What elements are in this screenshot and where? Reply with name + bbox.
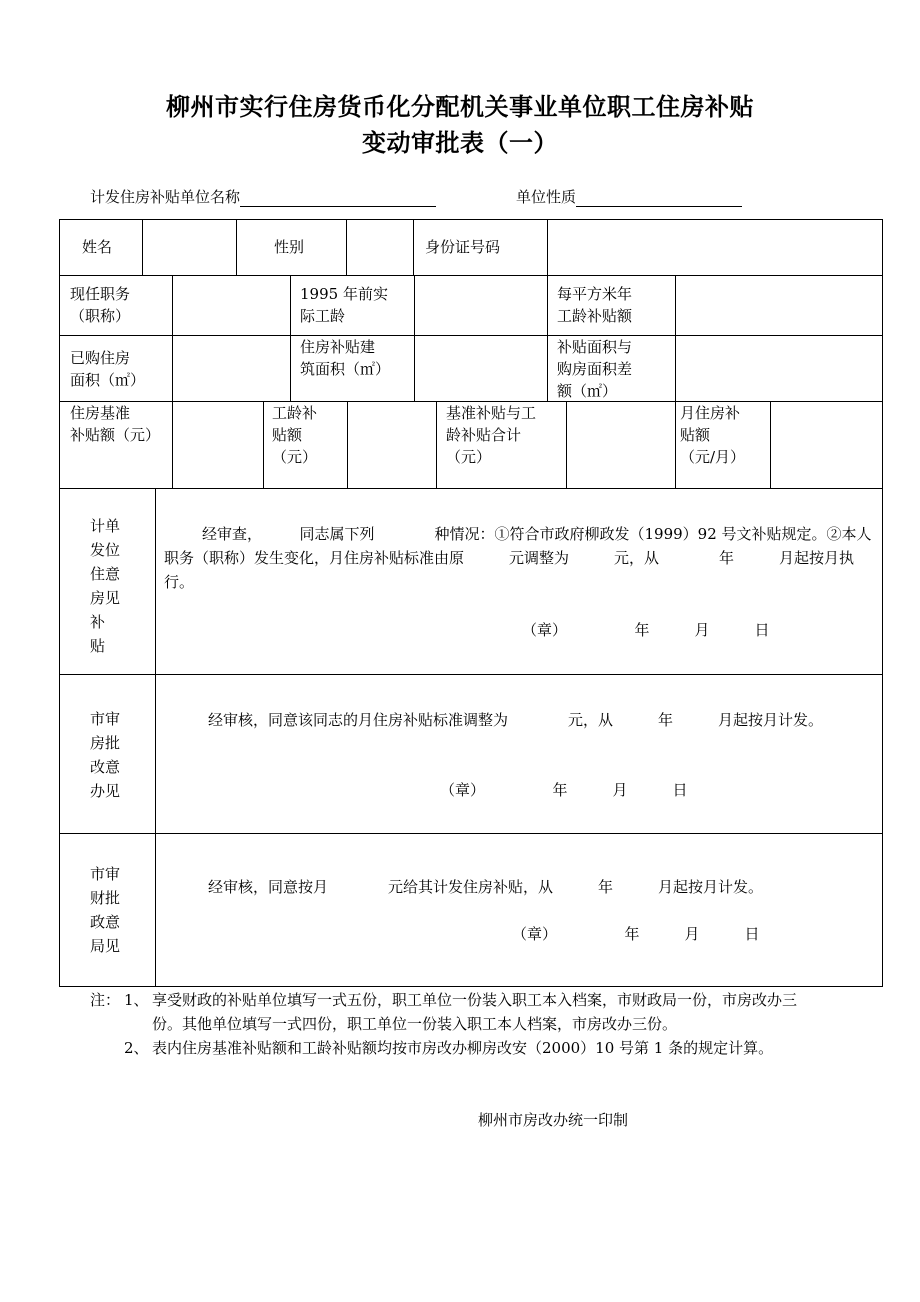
unit-nature-blank[interactable] — [576, 190, 742, 207]
label-base-subsidy: 住房基准 补贴额（元） — [70, 404, 161, 444]
form-title-line-1: 柳州市实行住房货币化分配机关事业单位职工住房补贴 — [166, 92, 754, 121]
col-divider — [172, 275, 173, 401]
col-divider — [547, 275, 548, 401]
unit-name-field — [90, 186, 436, 207]
col-divider — [566, 401, 567, 488]
form-title-line-2: 变动审批表（一） — [362, 128, 558, 157]
note-number: 2、 — [124, 1039, 149, 1057]
label-seniority: 1995 年前实 际工龄 — [300, 285, 388, 325]
col-divider — [236, 220, 237, 275]
label-gender: 性别 — [274, 238, 305, 256]
note-number: 1、 — [124, 991, 149, 1009]
section-unit-opinion-text: 经审查， 同志属下列 种情况：①符合市政府柳政发（1999）92 号文补贴规定。②本人职务（职称）发生变化，月住房补贴标准由原 元调整为 元，从 年 月起按月执行。 — [164, 525, 872, 591]
label-monthly-subsidy: 月住房补 贴额 （元/月） — [680, 404, 746, 466]
note-text: 享受财政的补贴单位填写一式五份，职工单位一份装入职工本入档案，市财政局一份，市房改办三份。其他单位填写一式四份，职工单位一份装入职工本人档案，市房改办三份。 — [152, 991, 798, 1033]
label-position: 现任职务 （职称） — [70, 285, 131, 325]
section-unit-opinion-label: 计单 发位 住意 房见 补 贴 — [90, 517, 121, 655]
col-divider — [414, 275, 415, 401]
approval-table — [59, 219, 883, 987]
label-area-diff: 补贴面积与 购房面积差 额（㎡） — [557, 338, 633, 400]
row-divider — [60, 833, 882, 834]
section-housing-reform-text: 经审核，同意该同志的月住房补贴标准调整为 元，从 年 月起按月计发。 — [208, 711, 824, 729]
section-label-divider — [155, 488, 156, 986]
notes-label: 注： — [90, 991, 121, 1009]
label-id-number: 身份证号码 — [425, 238, 501, 256]
col-divider — [675, 275, 676, 401]
col-divider — [263, 401, 264, 488]
notes — [90, 988, 850, 1060]
note-item — [90, 1036, 850, 1060]
col-divider — [547, 220, 548, 275]
unit-name-label: 计发住房补贴单位名称 — [90, 188, 241, 206]
col-divider — [436, 401, 437, 488]
row-divider — [60, 674, 882, 675]
label-name: 姓名 — [82, 238, 113, 256]
col-divider — [770, 401, 771, 488]
label-annual-rate: 每平方米年 工龄补贴额 — [557, 285, 633, 325]
note-text: 表内住房基准补贴额和工龄补贴额均按市房改办柳房改安（2000）10 号第 1 条的规定计算。 — [152, 1039, 774, 1057]
section-finance-bureau-text: 经审核，同意按月 元给其计发住房补贴，从 年 月起按月计发。 — [208, 878, 764, 896]
row-divider — [60, 488, 882, 489]
col-divider — [290, 275, 291, 401]
unit-nature-label: 单位性质 — [516, 188, 577, 206]
section-housing-reform-label: 市审 房批 改意 办见 — [90, 710, 121, 800]
section-housing-reform-seal: （章） 年 月 日 — [440, 781, 688, 799]
row-divider — [60, 275, 882, 276]
label-subsidy-area: 住房补贴建 筑面积（㎡） — [300, 338, 391, 378]
section-finance-bureau-label: 市审 财批 政意 局见 — [90, 865, 121, 955]
note-item — [90, 988, 850, 1036]
label-purchased-area: 已购住房 面积（㎡） — [70, 349, 146, 389]
col-divider — [172, 401, 173, 488]
note-indent — [90, 1036, 124, 1060]
label-seniority-subsidy: 工龄补 贴额 （元） — [272, 404, 318, 466]
col-divider — [346, 220, 347, 275]
col-divider — [142, 220, 143, 275]
col-divider — [675, 401, 676, 488]
section-finance-bureau-seal: （章） 年 月 日 — [512, 925, 760, 943]
section-unit-opinion-seal: （章） 年 月 日 — [522, 621, 770, 639]
col-divider — [413, 220, 414, 275]
row-divider — [60, 335, 882, 336]
col-divider — [347, 401, 348, 488]
label-total-subsidy: 基准补贴与工 龄补贴合计 （元） — [446, 404, 537, 466]
printer-credit: 柳州市房改办统一印制 — [478, 1111, 629, 1129]
unit-name-blank[interactable] — [240, 190, 436, 207]
unit-nature-field — [516, 186, 742, 207]
